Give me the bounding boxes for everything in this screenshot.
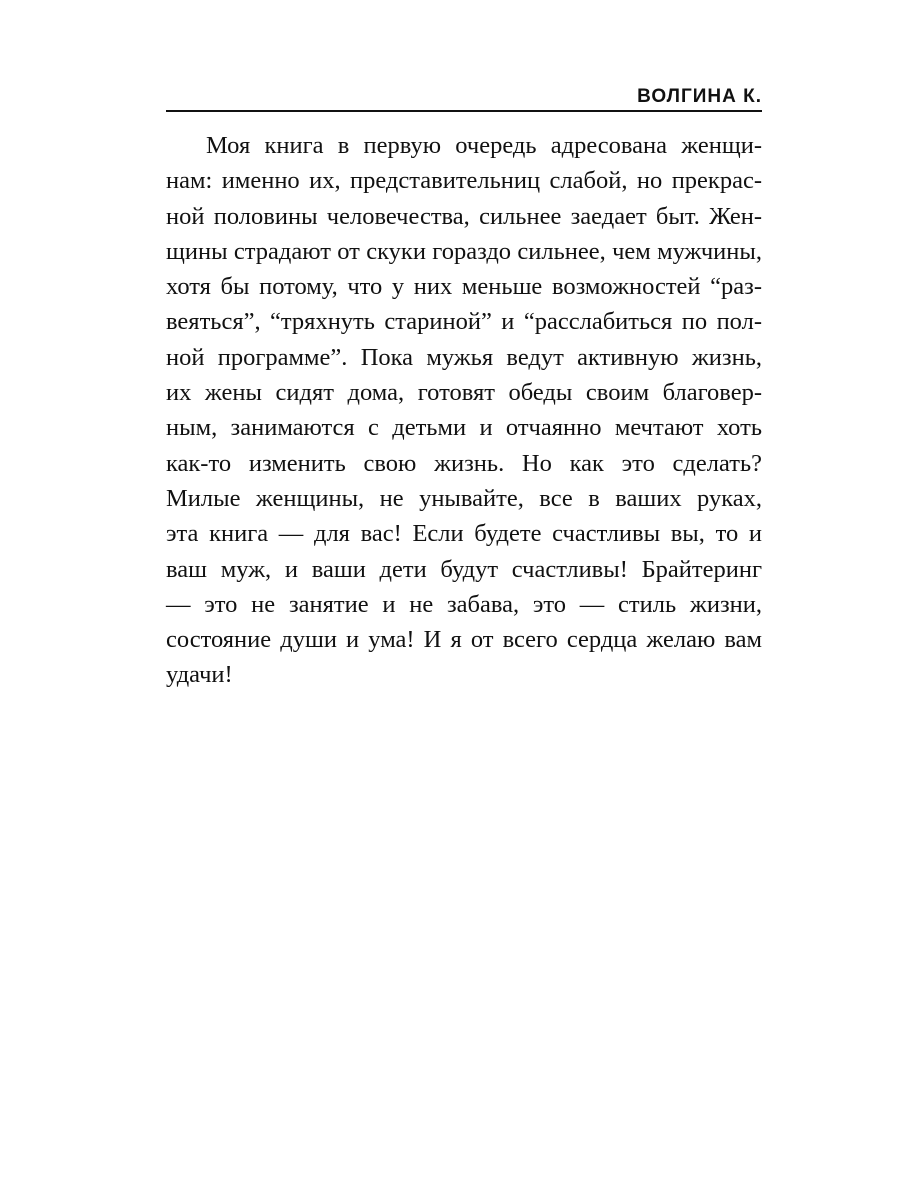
- text-line: — это не занятие и не забава, это — стиль жизни,: [166, 590, 762, 618]
- header-rule: [166, 110, 762, 112]
- text-line: хотя бы потому, что у них меньше возможностей “раз-: [166, 273, 762, 301]
- text-line: состояние души и ума! И я от всего сердца желаю вам: [166, 626, 762, 654]
- text-line: ным, занимаются с детьми и отчаянно мечтают хоть: [166, 414, 762, 442]
- text-line: ной программе”. Пока мужья ведут активную жизнь,: [166, 343, 762, 371]
- text-line: эта книга — для вас! Если будете счастливы вы, то и: [166, 520, 762, 548]
- text-line: удачи!: [166, 661, 233, 689]
- text-line: щины страдают от скуки гораздо сильнее, чем мужчины,: [166, 237, 762, 265]
- text-line: их жены сидят дома, готовят обеды своим благовер-: [166, 379, 762, 407]
- text-line: веяться”, “тряхнуть стариной” и “расслабиться по пол-: [166, 308, 762, 336]
- running-head-author: ВОЛГИНА К.: [637, 86, 762, 107]
- text-line: как-то изменить свою жизнь. Но как это сделать?: [166, 449, 762, 477]
- body-paragraph: [166, 128, 762, 693]
- text-line: Милые женщины, не унывайте, все в ваших руках,: [166, 484, 762, 512]
- text-line: Моя книга в первую очередь адресована женщи-: [206, 132, 762, 159]
- text-line: нам: именно их, представительниц слабой, но прекрас-: [166, 167, 762, 195]
- text-line: ной половины человечества, сильнее заедает быт. Жен-: [166, 202, 762, 230]
- text-line: ваш муж, и ваши дети будут счастливы! Брайтеринг: [166, 555, 762, 583]
